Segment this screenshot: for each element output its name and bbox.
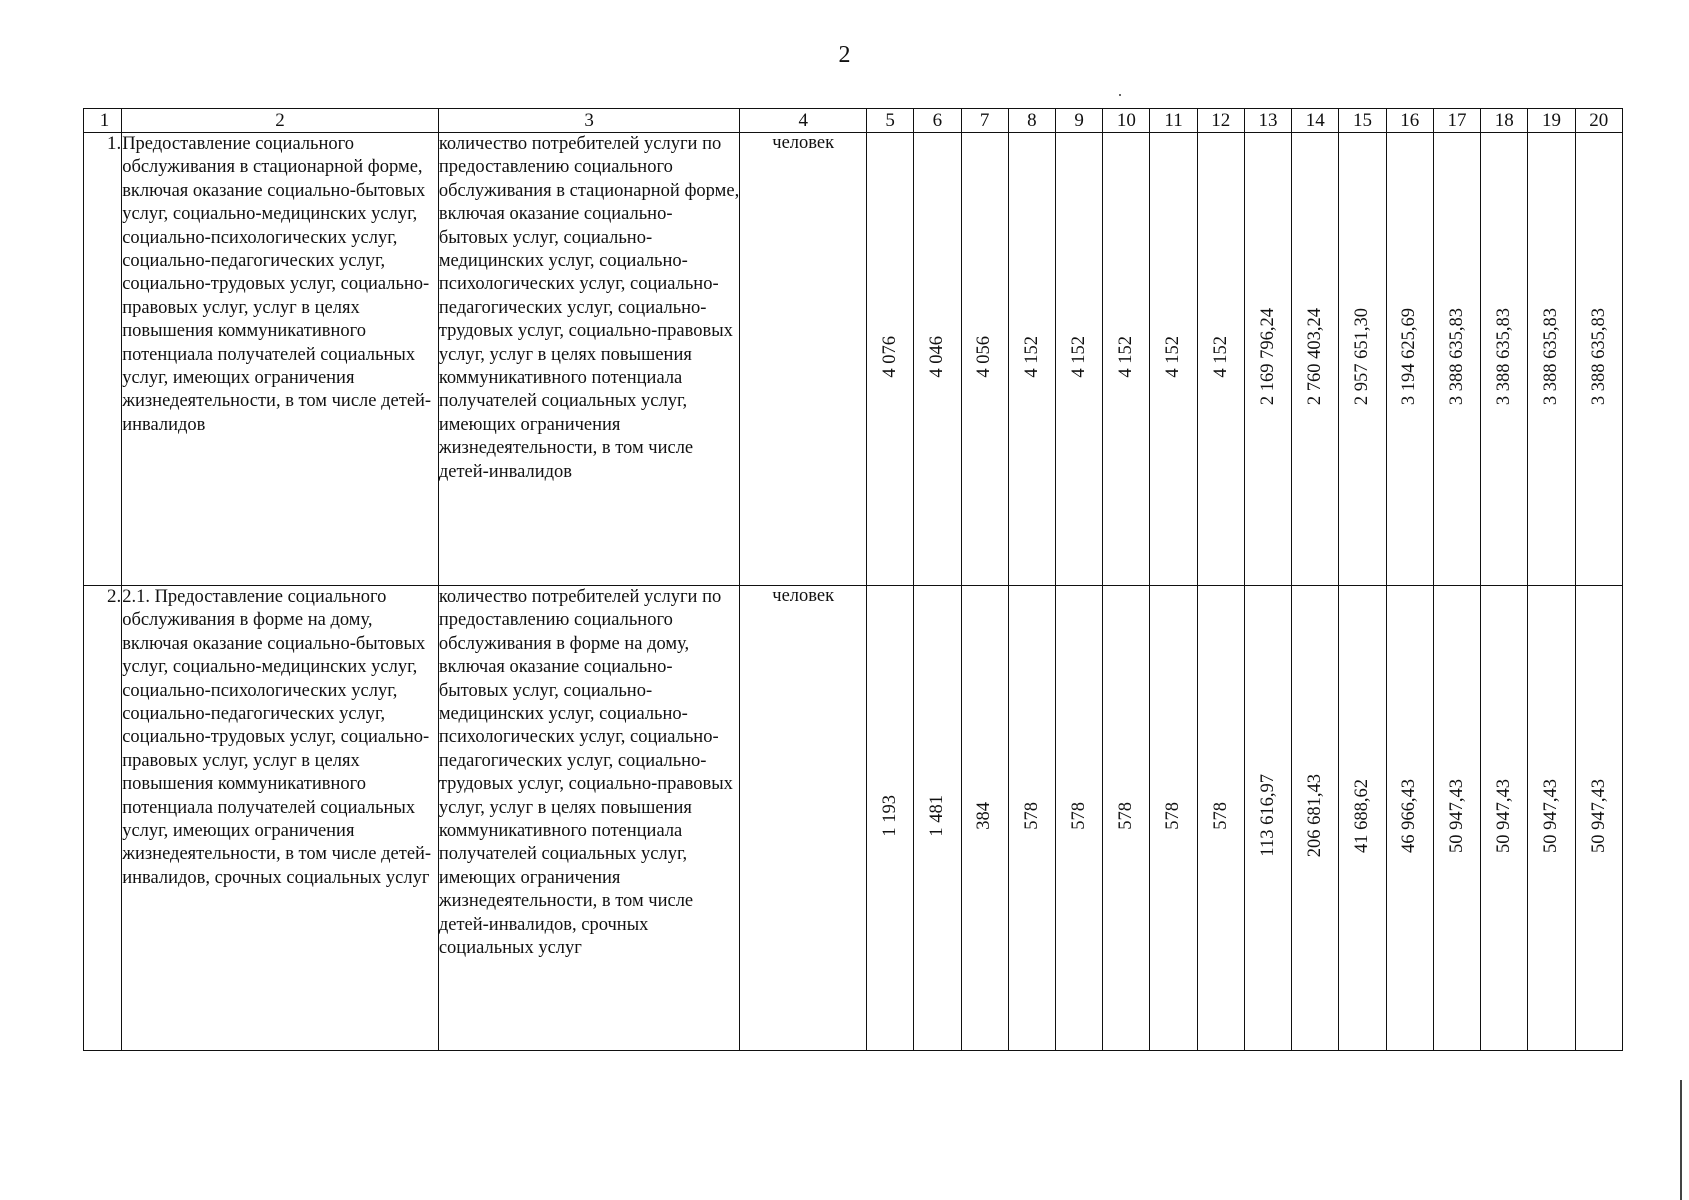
services-table xyxy=(83,108,1623,1051)
value-cell-col-8 xyxy=(1008,586,1055,1051)
value-text: 206 681,43 xyxy=(1305,773,1326,858)
value-cell-col-11 xyxy=(1150,586,1197,1051)
value-text: 578 xyxy=(1068,801,1089,830)
column-header-6: 6 xyxy=(914,109,961,133)
column-header-8: 8 xyxy=(1008,109,1055,133)
value-text: 50 947,43 xyxy=(1588,778,1609,853)
value-cell-col-6 xyxy=(914,586,961,1051)
table-row xyxy=(84,586,1623,1051)
value-text: 578 xyxy=(1116,801,1137,830)
value-cell-col-19 xyxy=(1528,586,1575,1051)
value-text: 4 056 xyxy=(974,335,995,378)
column-header-5: 5 xyxy=(867,109,914,133)
value-text: 50 947,43 xyxy=(1541,778,1562,853)
value-cell-col-18 xyxy=(1481,586,1528,1051)
table-row xyxy=(84,133,1623,586)
value-text: 2 957 651,30 xyxy=(1352,307,1373,406)
value-text: 1 193 xyxy=(879,794,900,837)
value-text: 4 152 xyxy=(1210,335,1231,378)
page-number: 2 xyxy=(838,42,851,68)
column-header-9: 9 xyxy=(1055,109,1102,133)
value-cell-col-12 xyxy=(1197,133,1244,586)
value-cell-col-17 xyxy=(1433,133,1480,586)
column-header-17: 17 xyxy=(1433,109,1480,133)
column-number-row xyxy=(84,109,1623,133)
value-cell-col-18 xyxy=(1481,133,1528,586)
value-text: 3 194 625,69 xyxy=(1399,307,1420,406)
indicator-name: количество потребителей услуги по предоставлению социального обслуживания в стационарной форме, включая оказание социально-бытовых услуг, социально-медицинских услуг, социально-психологических услуг, социально-педагогических услуг, социально-трудовых услуг, социально-правовых услуг, услуг в целях повышения коммуникативного потенциала получателей социальных услуг, имеющих ограничения жизнедеятельности, в том числе детей-инвалидов xyxy=(438,133,740,586)
value-text: 41 688,62 xyxy=(1352,778,1373,853)
value-cell-col-5 xyxy=(867,586,914,1051)
value-text: 113 616,97 xyxy=(1257,774,1278,857)
value-text: 578 xyxy=(1210,801,1231,830)
value-cell-col-13 xyxy=(1244,133,1291,586)
value-text: 4 152 xyxy=(1163,335,1184,378)
value-cell-col-7 xyxy=(961,133,1008,586)
value-text: 4 076 xyxy=(879,335,900,378)
value-text: 1 481 xyxy=(927,794,948,837)
value-text: 3 388 635,83 xyxy=(1541,307,1562,406)
value-cell-col-16 xyxy=(1386,133,1433,586)
value-cell-col-10 xyxy=(1103,133,1150,586)
column-header-1: 1 xyxy=(84,109,122,133)
column-header-11: 11 xyxy=(1150,109,1197,133)
value-cell-col-14 xyxy=(1292,133,1339,586)
column-header-13: 13 xyxy=(1244,109,1291,133)
column-header-10: 10 xyxy=(1103,109,1150,133)
value-cell-col-11 xyxy=(1150,133,1197,586)
value-text: 2 169 796,24 xyxy=(1257,307,1278,406)
unit-of-measure: человек xyxy=(740,586,867,1051)
value-text: 578 xyxy=(1021,801,1042,830)
column-header-18: 18 xyxy=(1481,109,1528,133)
value-cell-col-20 xyxy=(1575,586,1622,1051)
scan-speck xyxy=(1119,94,1121,96)
value-cell-col-7 xyxy=(961,586,1008,1051)
column-header-19: 19 xyxy=(1528,109,1575,133)
value-cell-col-5 xyxy=(867,133,914,586)
unit-of-measure: человек xyxy=(740,133,867,586)
service-name: 2.1. Предоставление социального обслуживания в форме на дому, включая оказание социально-бытовых услуг, социально-медицинских услуг, социально-психологических услуг, социально-педагогических услуг, социально-трудовых услуг, социально-правовых услуг, услуг в целях повышения коммуникативного потенциала получателей социальных услуг, имеющих ограничения жизнедеятельности, в том числе детей-инвалидов, срочных социальных услуг xyxy=(122,586,439,1051)
value-text: 4 152 xyxy=(1116,335,1137,378)
value-text: 50 947,43 xyxy=(1493,778,1514,853)
value-text: 4 152 xyxy=(1068,335,1089,378)
value-text: 384 xyxy=(974,801,995,830)
service-name: Предоставление социального обслуживания в стационарной форме, включая оказание социально-бытовых услуг, социально-медицинских услуг, социально-психологических услуг, социально-педагогических услуг, социально-трудовых услуг, социально-правовых услуг, услуг в целях повышения коммуникативного потенциала получателей социальных услуг, имеющих ограничения жизнедеятельности, в том числе детей-инвалидов xyxy=(122,133,439,586)
column-header-15: 15 xyxy=(1339,109,1386,133)
value-text: 2 760 403,24 xyxy=(1305,307,1326,406)
value-cell-col-9 xyxy=(1055,133,1102,586)
row-number: 2. xyxy=(84,586,122,1051)
indicator-name: количество потребителей услуги по предоставлению социального обслуживания в форме на дому, включая оказание социально-бытовых услуг, социально-медицинских услуг, социально-психологических услуг, социально-педагогических услуг, социально-трудовых услуг, социально-правовых услуг, услуг в целях повышения коммуникативного потенциала получателей социальных услуг, имеющих ограничения жизнедеятельности, в том числе детей-инвалидов, срочных социальных услуг xyxy=(438,586,740,1051)
value-text: 3 388 635,83 xyxy=(1588,307,1609,406)
value-cell-col-10 xyxy=(1103,586,1150,1051)
column-header-14: 14 xyxy=(1292,109,1339,133)
value-cell-col-9 xyxy=(1055,586,1102,1051)
value-text: 3 388 635,83 xyxy=(1493,307,1514,406)
column-header-12: 12 xyxy=(1197,109,1244,133)
column-header-3: 3 xyxy=(438,109,740,133)
column-header-2: 2 xyxy=(122,109,439,133)
value-cell-col-19 xyxy=(1528,133,1575,586)
value-cell-col-13 xyxy=(1244,586,1291,1051)
value-text: 50 947,43 xyxy=(1446,778,1467,853)
value-cell-col-16 xyxy=(1386,586,1433,1051)
value-cell-col-6 xyxy=(914,133,961,586)
value-cell-col-14 xyxy=(1292,586,1339,1051)
value-text: 3 388 635,83 xyxy=(1446,307,1467,406)
value-text: 578 xyxy=(1163,801,1184,830)
value-cell-col-12 xyxy=(1197,586,1244,1051)
value-text: 4 152 xyxy=(1021,335,1042,378)
value-cell-col-15 xyxy=(1339,586,1386,1051)
value-text: 4 046 xyxy=(927,335,948,378)
scan-margin-line xyxy=(1680,1080,1682,1200)
value-cell-col-8 xyxy=(1008,133,1055,586)
column-header-16: 16 xyxy=(1386,109,1433,133)
value-text: 46 966,43 xyxy=(1399,778,1420,853)
column-header-7: 7 xyxy=(961,109,1008,133)
column-header-4: 4 xyxy=(740,109,867,133)
value-cell-col-15 xyxy=(1339,133,1386,586)
column-header-20: 20 xyxy=(1575,109,1622,133)
value-cell-col-17 xyxy=(1433,586,1480,1051)
row-number: 1. xyxy=(84,133,122,586)
value-cell-col-20 xyxy=(1575,133,1622,586)
